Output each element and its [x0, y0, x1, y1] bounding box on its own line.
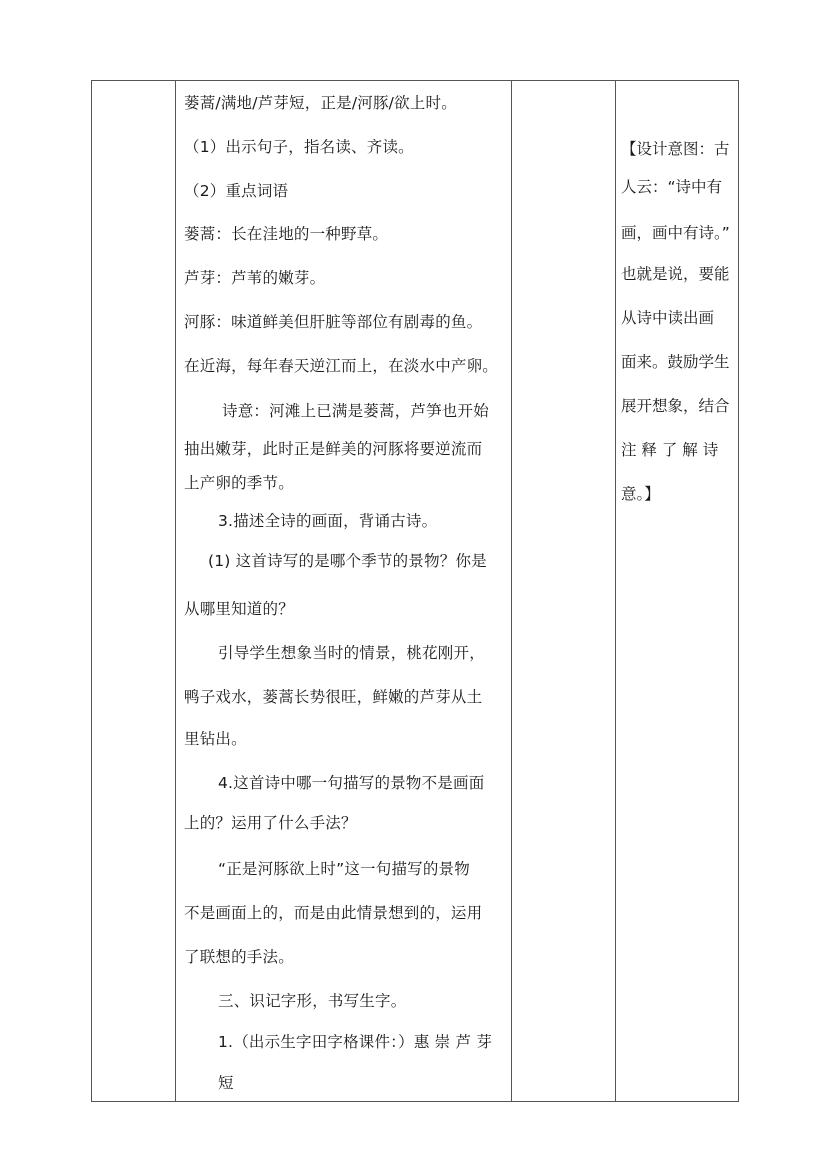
main-line: 蒌蒿/满地/芦芽短，正是/河豚/欲上时。: [184, 94, 457, 112]
main-line: 鸭子戏水，蒌蒿长势很旺，鲜嫩的芦芽从土: [184, 688, 483, 706]
main-line: 诗意：河滩上已满是蒌蒿，芦笋也开始: [222, 402, 489, 420]
main-line: (1) 这首诗写的是哪个季节的景物？你是: [208, 552, 487, 570]
main-line: 抽出嫩芽，此时正是鲜美的河豚将要逆流而: [184, 440, 483, 458]
main-line: （1）出示句子，指名读、齐读。: [184, 138, 414, 156]
column-divider-2: [511, 81, 512, 1101]
design-intent-line: 注 释 了 解 诗: [621, 441, 719, 459]
main-line: 4.这首诗中哪一句描写的景物不是画面: [218, 774, 485, 792]
main-line: 不是画面上的，而是由此情景想到的，运用: [184, 904, 483, 922]
design-intent-line: 【设计意图：古: [621, 140, 730, 158]
design-intent-line: 展开想象，结合: [621, 397, 730, 415]
main-line: 里钻出。: [184, 730, 247, 748]
main-line: 3.描述全诗的画面，背诵古诗。: [218, 512, 438, 530]
design-intent-line: 面来。鼓励学生: [621, 353, 730, 371]
main-line: 从哪里知道的？: [184, 600, 294, 618]
main-line: 短: [218, 1074, 234, 1092]
main-line: 上的？运用了什么手法？: [184, 814, 357, 832]
main-line: 芦芽：芦苇的嫩芽。: [184, 269, 326, 287]
column-divider-3: [615, 81, 616, 1101]
lesson-table: [91, 80, 739, 1102]
design-intent-line: 意。】: [621, 485, 660, 503]
main-line: 三、识记字形，书写生字。: [218, 992, 407, 1010]
design-intent-line: 画，画中有诗。”: [621, 224, 730, 242]
main-line: 1.（出示生字田字格课件：）惠 崇 芦 芽: [218, 1033, 493, 1051]
main-line: “正是河豚欲上时”这一句描写的景物: [218, 860, 470, 878]
main-line: （2）重点词语: [184, 182, 289, 200]
main-line: 河豚：味道鲜美但肝脏等部位有剧毒的鱼。: [184, 313, 483, 331]
main-line: 蒌蒿：长在洼地的一种野草。: [184, 225, 389, 243]
design-intent-line: 从诗中读出画: [621, 309, 715, 327]
main-line: 在近海，每年春天逆江而上，在淡水中产卵。: [184, 357, 499, 375]
design-intent-line: 也就是说，要能: [621, 265, 730, 283]
column-divider-1: [175, 81, 176, 1101]
main-line: 引导学生想象当时的情景，桃花刚开，: [218, 644, 485, 662]
design-intent-line: 人云：“诗中有: [621, 178, 723, 196]
main-line: 了联想的手法。: [184, 948, 294, 966]
main-line: 上产卵的季节。: [184, 474, 294, 492]
